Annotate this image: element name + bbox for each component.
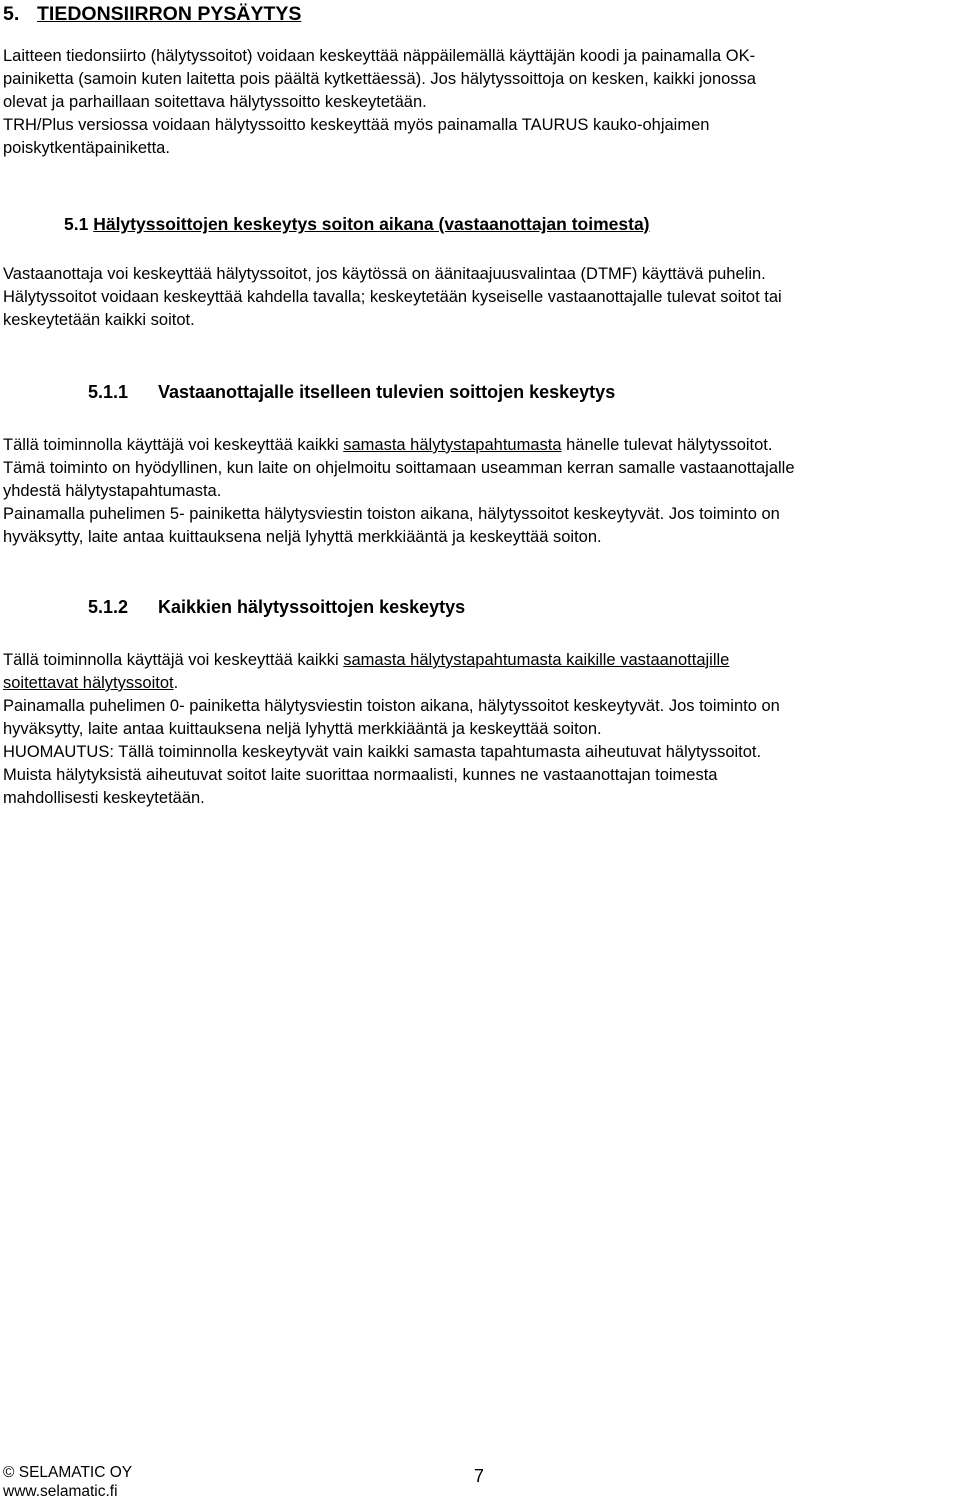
section-5-1-1-heading <box>88 380 948 404</box>
text-line: TRH/Plus versiossa voidaan hälytyssoitto keskeyttää myös painamalla TAURUS kauko-ohjaimen <box>3 116 710 134</box>
text-line: Vastaanottaja voi keskeyttää hälytyssoitot, jos käytössä on äänitaajuusvalintaa (DTMF) käyttävä puhelin. <box>3 265 766 283</box>
section-title: Kaikkien hälytyssoittojen keskeytys <box>158 597 466 617</box>
text-line: yhdestä hälytystapahtumasta. <box>3 482 222 500</box>
section-number: 5.1 <box>64 214 89 234</box>
text-line: Painamalla puhelimen 0- painiketta hälytysviestin toiston aikana, hälytyssoitot keskeytyvät. Jos toiminto on <box>3 697 780 715</box>
section-title: Vastaanottajalle itselleen tulevien soittojen keskeytys <box>158 382 616 402</box>
text-line: poiskytkentäpainiketta. <box>3 139 170 157</box>
text-segment: Tällä toiminnolla käyttäjä voi keskeyttää kaikki <box>3 651 344 669</box>
section-number: 5.1.2 <box>88 597 129 617</box>
section-title: Hälytyssoittojen keskeytys soiton aikana (vastaanottajan toimesta) <box>93 214 650 234</box>
section-title: TIEDONSIIRRON PYSÄYTYS <box>37 3 302 25</box>
underlined-text: samasta hälytystapahtumasta kaikille vastaanottajille <box>343 651 730 669</box>
text-segment: . <box>173 674 179 692</box>
underlined-text: soitettavat hälytyssoitot <box>3 674 174 692</box>
section-number: 5. <box>3 3 20 25</box>
underlined-text: samasta hälytystapahtumasta <box>343 436 562 454</box>
text-segment: Tällä toiminnolla käyttäjä voi keskeyttää kaikki <box>3 436 344 454</box>
footer-company: © SELAMATIC OY <box>3 1464 133 1481</box>
section-number: 5.1.1 <box>88 382 129 402</box>
section-5-1-2-heading <box>88 595 948 619</box>
text-line: hyväksytty, laite antaa kuittauksena neljä lyhyttä merkkiääntä ja keskeyttää soiton. <box>3 720 602 738</box>
text-line: Painamalla puhelimen 5- painiketta hälytysviestin toiston aikana, hälytyssoitot keskeytyvät. Jos toiminto on <box>3 505 780 523</box>
section-5-1-body <box>3 263 951 332</box>
text-line: Tämä toiminto on hyödyllinen, kun laite on ohjelmoitu soittamaan useamman kerran samalle vastaanottajalle <box>3 459 795 477</box>
text-line <box>3 672 951 695</box>
text-line: hyväksytty, laite antaa kuittauksena neljä lyhyttä merkkiääntä ja keskeyttää soiton. <box>3 528 602 546</box>
text-line: Hälytyssoitot voidaan keskeyttää kahdella tavalla; keskeytetään kyseiselle vastaanottajalle tulevat soitot tai <box>3 288 782 306</box>
section-5-body <box>3 45 951 160</box>
text-line <box>3 649 951 672</box>
text-line: Laitteen tiedonsiirto (hälytyssoitot) voidaan keskeyttää näppäilemällä käyttäjän koodi ja painamalla OK- <box>3 47 756 65</box>
footer-website: www.selamatic.fi <box>3 1483 118 1500</box>
section-5-1-2-body <box>3 649 951 810</box>
footer <box>3 1463 132 1501</box>
section-5-1-heading <box>64 212 944 236</box>
text-line: keskeytetään kaikki soitot. <box>3 311 195 329</box>
text-line <box>3 434 951 457</box>
text-line: Muista hälytyksistä aiheutuvat soitot laite suorittaa normaalisti, kunnes ne vastaanottajan toimesta <box>3 766 718 784</box>
page-number: 7 <box>474 1466 485 1486</box>
section-5-1-1-body <box>3 434 951 549</box>
text-segment: hänelle tulevat hälytyssoitot. <box>561 436 773 454</box>
text-line: mahdollisesti keskeytetään. <box>3 789 205 807</box>
text-line: painiketta (samoin kuten laitetta pois päältä kytkettäessä). Jos hälytyssoittoja on kesken, kaikki jonossa <box>3 70 756 88</box>
section-5-heading <box>3 2 951 26</box>
text-line: olevat ja parhaillaan soitettava hälytyssoitto keskeytetään. <box>3 93 427 111</box>
text-line: HUOMAUTUS: Tällä toiminnolla keskeytyvät vain kaikki samasta tapahtumasta aiheutuvat hälytyssoitot. <box>3 743 762 761</box>
